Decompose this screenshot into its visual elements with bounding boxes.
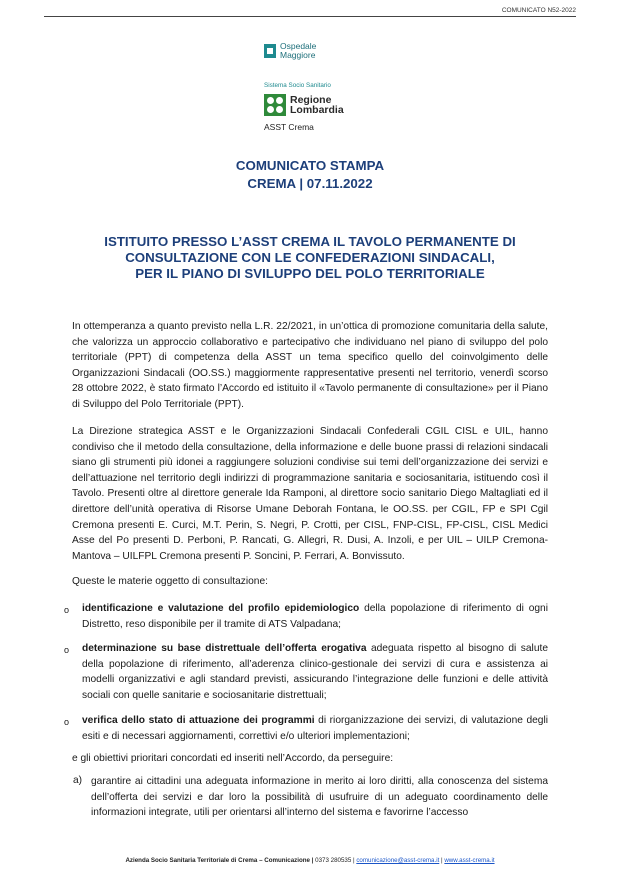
bullet-marker: o	[64, 645, 70, 655]
bullet-marker: o	[64, 605, 70, 615]
footer-sep: |	[439, 857, 445, 864]
ospedale-maggiore-row	[264, 42, 316, 60]
bullet-text: di riorganizzazione dei servizi, di valutazione degli esiti e di necessari aggiornamenti, correttivi e/o ulteriori implementazioni;	[82, 715, 548, 742]
lombardia-rose-icon	[264, 94, 286, 116]
hospital-line2: Maggiore	[280, 50, 316, 60]
footer-email-link[interactable]: comunicazione@asst-crema.it	[356, 857, 440, 864]
objective-item: garantire ai cittadini una adeguata informazione in merito ai loro diritti, alla conoscenza del sistema dell’offerta dei servizi e dar loro la possibilità di usufruire di un adeguato coordinamento delle informazioni integrate, utili per orientarsi all’interno del sistema e favorirne l’accesso	[91, 776, 548, 819]
bullet-item	[82, 641, 548, 703]
bullet-item	[82, 713, 548, 744]
paragraph-intro: In ottemperanza a quanto previsto nella L.R. 22/2021, in un’ottica di promozione comunitaria della salute, che valorizza un approccio collaborativo e partecipativo che individuano nel piano di sviluppo del polo territoriale (PPT) di competenza della ASST un tema specifico quello del coinvolgimento delle Organizzazioni Sindacali (OO.SS.) maggiormente rappresentative presenti nel territorio, venerdì scorso 28 ottobre 2022, è stato firmato l’Accordo ed istituito il «Tavolo permanente di consultazione» per il Piano di Sviluppo del Polo Territoriale (PPT).	[72, 321, 548, 410]
document-code: COMUNICATO N52-2022	[501, 7, 576, 14]
press-release-date: CREMA | 07.11.2022	[247, 176, 373, 191]
bullet-bold: verifica dello stato di attuazione dei programmi	[82, 715, 315, 726]
region-line2: Lombardia	[290, 104, 344, 116]
footer-sep: |	[351, 857, 357, 864]
bullet-text: adeguata rispetto al bisogno di salute della popolazione di riferimento, all’aderenza clinico-gestionale dei servizi di cura e assistenza ai modelli organizzativi e agli standard previsti, assicurando l’integrazione delle funzioni e delle attività sociali con quelle sanitarie e sociosanitarie distrettuali;	[82, 643, 548, 701]
footer-org: Azienda Socio Sanitaria Territoriale di Crema – Comunicazione	[125, 857, 310, 864]
hospital-line1: Ospedale	[280, 41, 317, 51]
objective-marker: a)	[73, 775, 83, 786]
footer-web-link[interactable]: www.asst-crema.it	[444, 857, 495, 864]
bullet-marker: o	[64, 717, 70, 727]
footer	[0, 857, 620, 864]
ospedale-maggiore-icon	[264, 44, 276, 58]
headline-line3: PER IL PIANO DI SVILUPPO DEL POLO TERRITORIALE	[135, 266, 485, 281]
bullet-bold: determinazione su base distrettuale dell’offerta erogativa	[82, 643, 367, 654]
headline	[60, 234, 560, 282]
asst-label: ASST Crema	[264, 122, 314, 132]
paragraph-participants: La Direzione strategica ASST e le Organizzazioni Sindacali Confederali CGIL CISL e UIL, hanno condiviso che il metodo della consultazione, della informazione e delle buone prassi di relazioni sindacali siano gli strumenti più idonei a raggiungere soluzioni condivise sui temi dell’organizzazione dei servizi e dell’attuazione nel territorio degli indirizzi di programmazione sanitaria e sociosanitaria, istituendo così il Tavolo. Presenti oltre al direttore generale Ida Ramponi, al direttore socio sanitario Diego Maltagliati ed il direttore dell’unità operativa di Risorse Umane Deborah Fontana, le OO.SS. per CGIL, FP e SPI Cgil Cremona presenti E. Curci, M.T. Perin, S. Negri, P. Crotti, per CISL, FNP-CISL, FP-CISL, CISL Medici Asse del Po presenti D. Perboni, P. Rancati, G. Allegri, R. Dusi, A. Inzoli, e per UIL – UILP Cremona-Mantova – UILFPL Cremona presenti P. Soncini, P. Ferrari, A. Bonvissuto.	[72, 426, 548, 562]
headline-line1: ISTITUITO PRESSO L’ASST CREMA IL TAVOLO PERMANENTE DI	[104, 234, 516, 249]
region-line1: Regione	[290, 93, 332, 106]
press-release-label: COMUNICATO STAMPA	[235, 158, 385, 173]
paragraph-objectives-intro: e gli obiettivi prioritari concordati ed inseriti nell’Accordo, da perseguire:	[72, 753, 394, 764]
paragraph-topics-intro: Queste le materie oggetto di consultazione:	[72, 576, 268, 587]
regione-lombardia-row	[264, 94, 344, 116]
bullet-item	[82, 601, 548, 632]
header-rule	[44, 16, 576, 17]
regione-lombardia-text	[290, 95, 344, 116]
footer-phone: 0373 280535	[315, 857, 352, 864]
ospedale-maggiore-text	[280, 42, 316, 60]
bullet-text: della popolazione di riferimento di ogni Distretto, reso disponibile per il tramite di ATS Valpadana;	[82, 603, 548, 630]
footer-sep: |	[309, 857, 316, 864]
headline-line2: CONSULTAZIONE CON LE CONFEDERAZIONI SINDACALI,	[125, 250, 495, 265]
bullet-bold: identificazione e valutazione del profilo epidemiologico	[82, 603, 360, 614]
asst-crema-logo	[264, 40, 384, 140]
system-label: Sistema Socio Sanitario	[264, 82, 331, 89]
